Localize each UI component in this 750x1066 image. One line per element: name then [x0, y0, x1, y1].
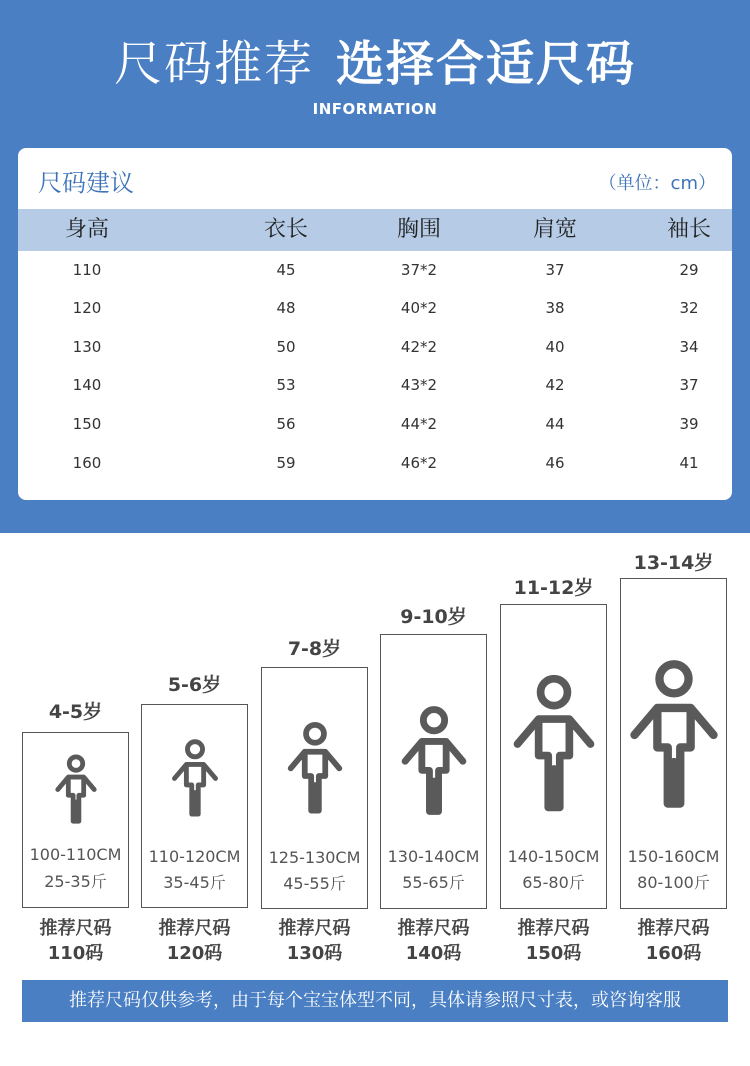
weight-range: 45-55斤 [283, 874, 346, 893]
height-range: 150-160CM [627, 847, 720, 866]
recommend-label: 推荐尺码 [397, 918, 470, 939]
size-card-160 [620, 551, 727, 970]
table-cell: 46 [545, 454, 565, 472]
table-row [18, 289, 732, 327]
size-card-120 [141, 673, 248, 970]
recommend-label: 推荐尺码 [278, 918, 351, 939]
table-cell: 160 [72, 454, 102, 472]
column-header: 衣长 [263, 217, 308, 242]
size-box [141, 704, 248, 908]
height-range: 125-130CM [268, 848, 361, 867]
weight-range: 65-80斤 [522, 873, 585, 892]
table-cell: 38 [545, 299, 565, 317]
table-row [18, 328, 732, 366]
age-label: 9-10岁 [400, 606, 467, 628]
disclaimer-bar: 推荐尺码仅供参考，由于每个宝宝体型不同，具体请参照尺寸表，或咨询客服 [22, 980, 728, 1022]
height-range: 100-110CM [29, 845, 122, 864]
title-left: 尺码推荐 [113, 36, 314, 92]
table-row [18, 366, 732, 404]
size-box [261, 667, 368, 909]
table-cell: 42 [545, 376, 565, 394]
weight-range: 55-65斤 [402, 873, 465, 892]
size-box [380, 634, 487, 909]
table-cell: 110 [72, 261, 102, 279]
age-label: 13-14岁 [633, 552, 714, 574]
table-cell: 48 [276, 299, 296, 317]
age-label: 7-8岁 [287, 638, 342, 660]
size-card-140 [380, 605, 487, 970]
table-cell: 150 [72, 415, 102, 433]
title-right: 选择合适尺码 [336, 36, 637, 92]
table-cell: 41 [679, 454, 699, 472]
child-figure-icon [506, 671, 602, 819]
recommend-size: 120码 [166, 943, 223, 964]
size-box [500, 604, 607, 909]
table-cell: 34 [679, 338, 699, 356]
size-card-150 [500, 576, 607, 970]
recommend-size: 150码 [525, 943, 582, 964]
page-title [0, 28, 750, 100]
table-cell: 46*2 [400, 454, 438, 472]
table-header [18, 209, 732, 251]
table-cell: 140 [72, 376, 102, 394]
child-figure-icon [396, 703, 472, 821]
child-figure-icon [283, 720, 347, 818]
table-cell: 53 [276, 376, 296, 394]
table-cell: 37*2 [400, 261, 438, 279]
recommend-size: 130码 [286, 943, 343, 964]
table-row [18, 405, 732, 443]
table-cell: 44*2 [400, 415, 438, 433]
child-figure-icon [168, 738, 222, 820]
table-cell: 29 [679, 261, 699, 279]
recommend-label: 推荐尺码 [39, 918, 112, 939]
column-header: 肩宽 [532, 217, 577, 242]
weight-range: 80-100斤 [637, 873, 710, 892]
child-figure-icon [622, 655, 726, 817]
page-subtitle: INFORMATION [312, 100, 438, 118]
table-cell: 42*2 [400, 338, 438, 356]
height-range: 110-120CM [148, 847, 241, 866]
size-box [620, 578, 727, 909]
size-box [22, 732, 129, 908]
child-figure-icon [52, 754, 100, 826]
age-label: 4-5岁 [48, 701, 103, 723]
column-header: 身高 [64, 217, 109, 242]
recommend-size: 110码 [47, 943, 104, 964]
table-cell: 44 [545, 415, 565, 433]
table-row [18, 251, 732, 289]
table-cell: 39 [679, 415, 699, 433]
table-cell: 37 [545, 261, 565, 279]
column-header: 袖长 [666, 217, 711, 242]
recommend-size: 140码 [405, 943, 462, 964]
size-card-130 [261, 637, 368, 970]
table-cell: 32 [679, 299, 699, 317]
table-cell: 56 [276, 415, 296, 433]
weight-range: 25-35斤 [44, 872, 107, 891]
age-label: 5-6岁 [167, 674, 222, 696]
card-title: 尺码建议 [38, 169, 134, 197]
table-row [18, 444, 732, 482]
column-header: 胸围 [396, 217, 441, 242]
table-cell: 59 [276, 454, 296, 472]
table-cell: 40*2 [400, 299, 438, 317]
size-chart-card [18, 148, 732, 500]
table-cell: 120 [72, 299, 102, 317]
recommend-label: 推荐尺码 [637, 918, 710, 939]
table-cell: 40 [545, 338, 565, 356]
table-cell: 50 [276, 338, 296, 356]
table-cell: 45 [276, 261, 296, 279]
recommend-size: 160码 [645, 943, 702, 964]
age-label: 11-12岁 [513, 577, 594, 599]
unit-label: （单位：cm） [598, 173, 716, 194]
table-cell: 37 [679, 376, 699, 394]
recommend-label: 推荐尺码 [517, 918, 590, 939]
table-cell: 130 [72, 338, 102, 356]
table-cell: 43*2 [400, 376, 438, 394]
recommend-label: 推荐尺码 [158, 918, 231, 939]
size-card-110 [22, 700, 129, 970]
height-range: 130-140CM [387, 847, 480, 866]
height-range: 140-150CM [507, 847, 600, 866]
weight-range: 35-45斤 [163, 873, 226, 892]
